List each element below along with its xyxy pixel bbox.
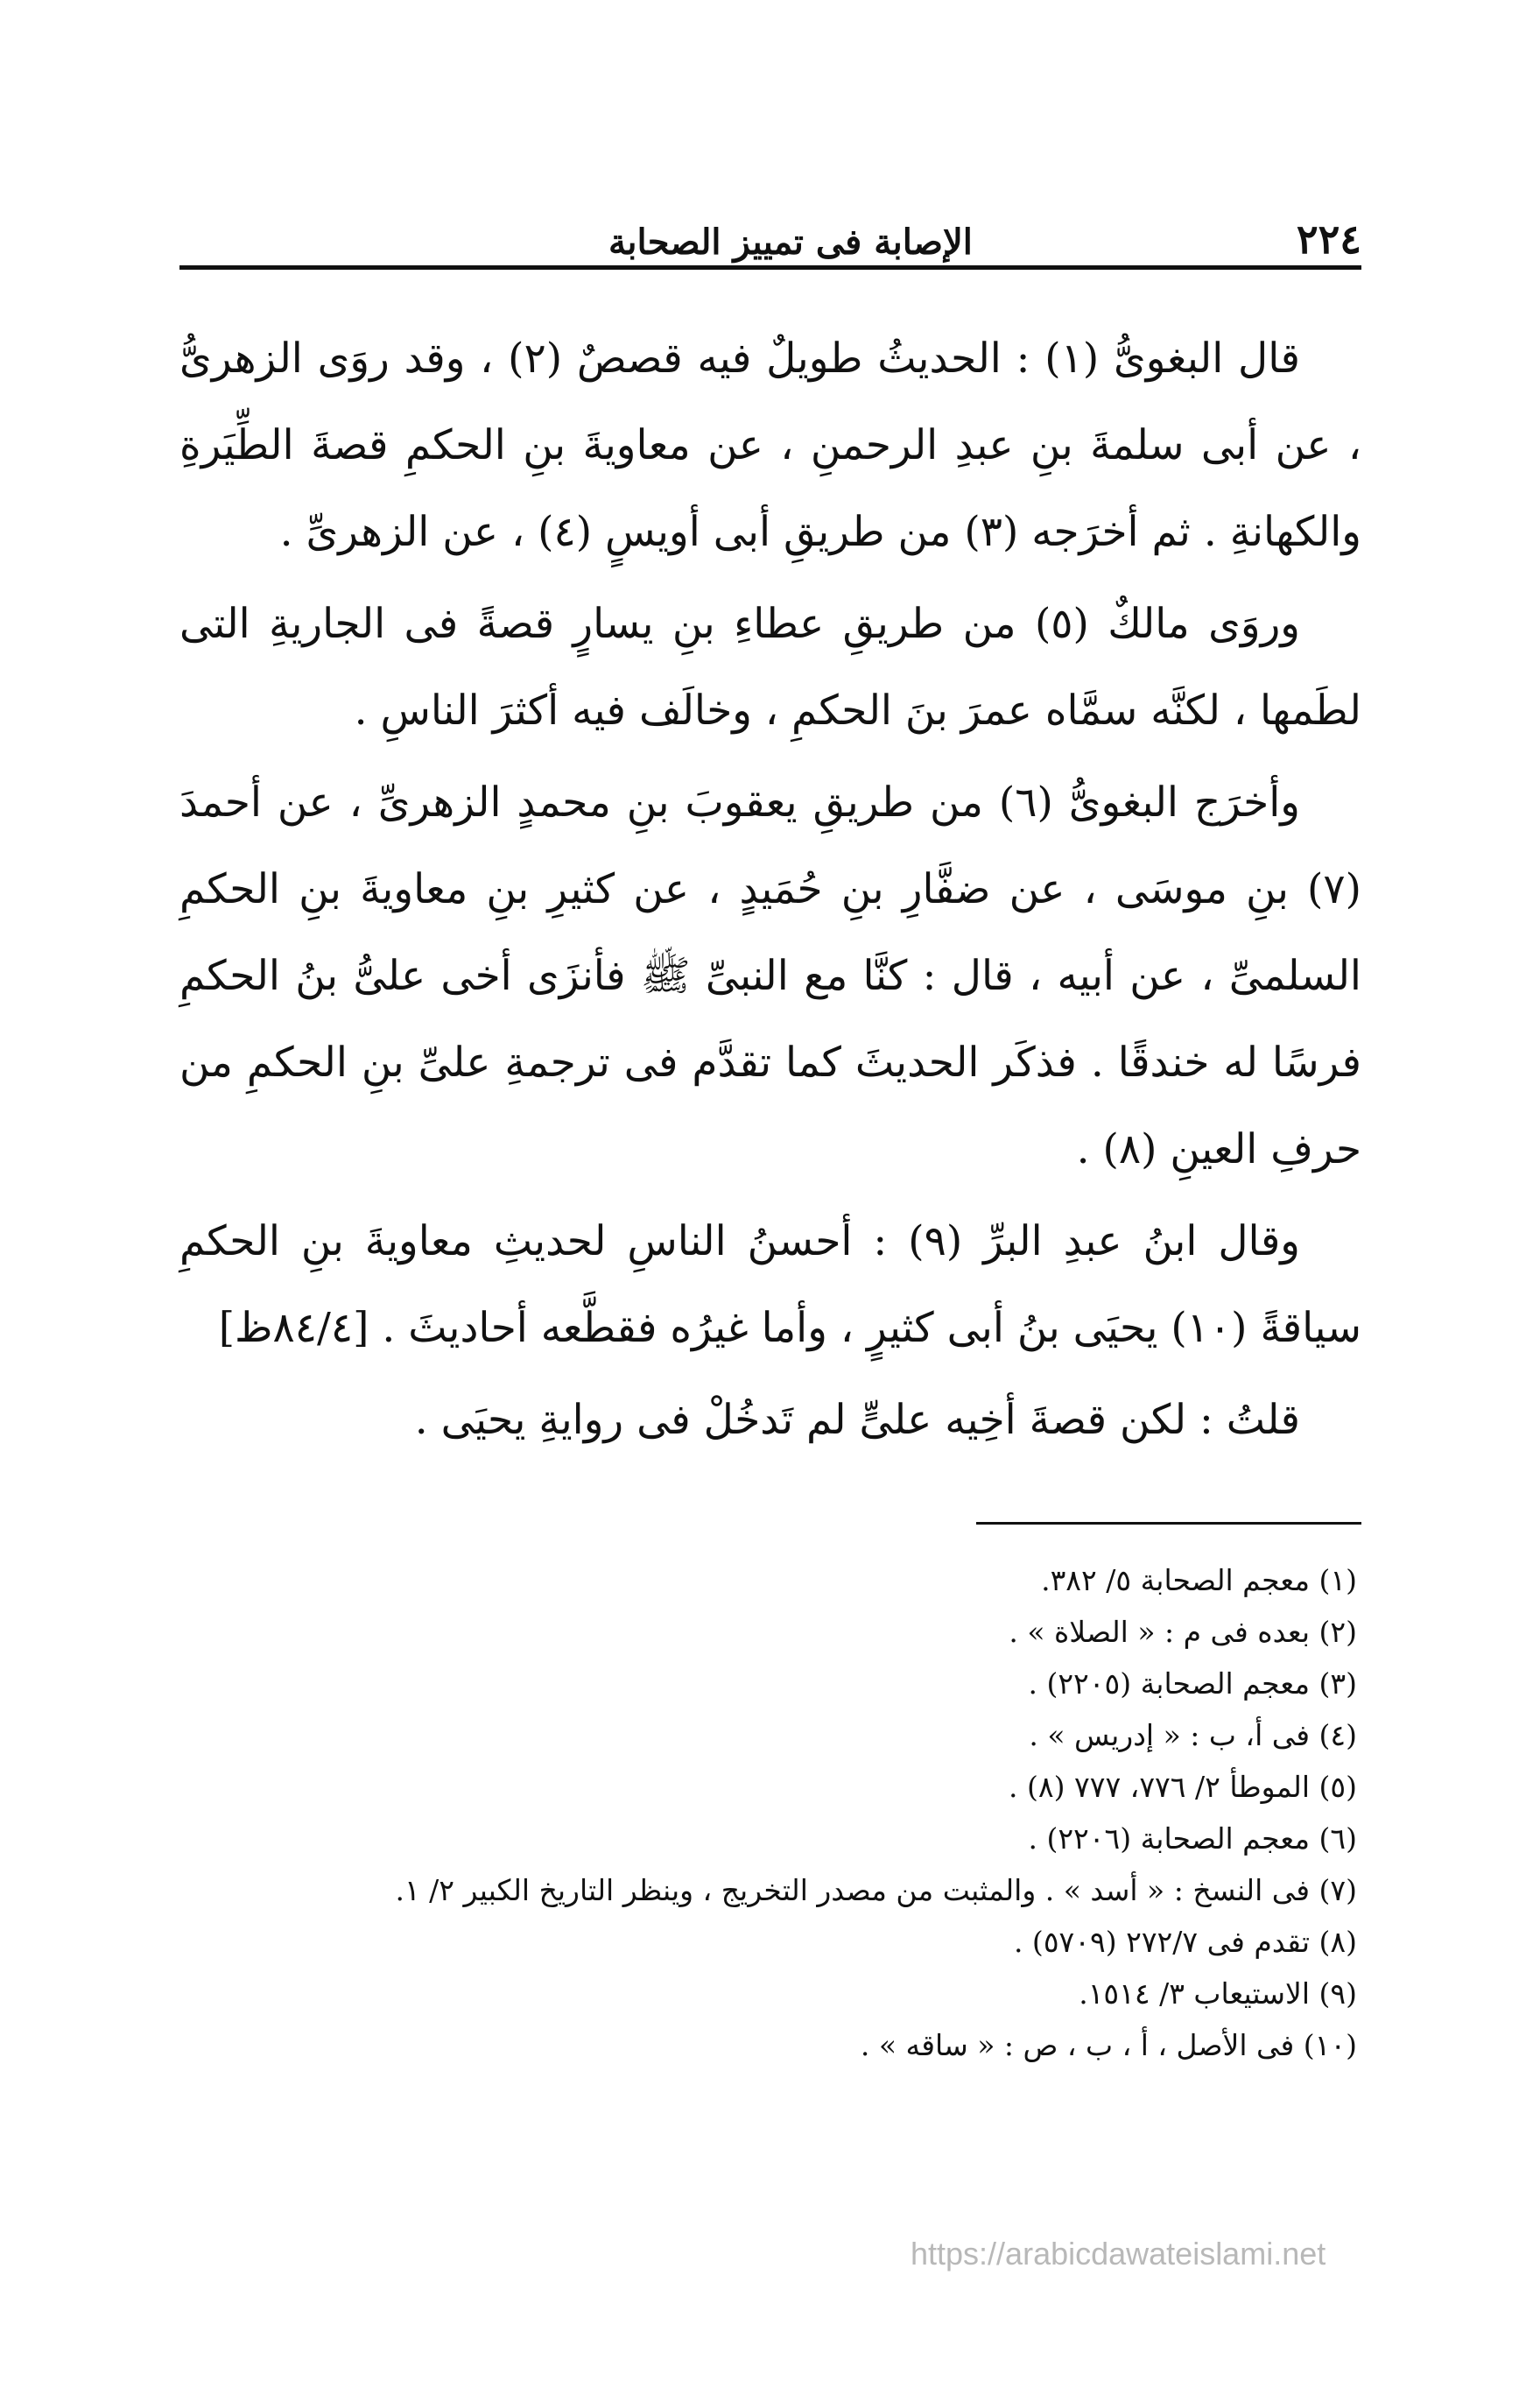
paragraph: قلتُ : لكن قصةَ أخِيه علىٍّ لم تَدخُلْ فى روايةِ يحيَى . [414, 1396, 1300, 1444]
header-rule [179, 265, 1361, 270]
footnote: (٨) تقدم فى ٢٧٢/٧ (٥٧٠٩) . [1013, 1925, 1357, 1959]
footnote: (١) معجم الصحابة ٥/ ٣٨٢. [1041, 1563, 1357, 1597]
footnote: (٤) فى أ، ب : « إدريس » . [1029, 1718, 1357, 1752]
paragraph: وأخرَج البغوىُّ (٦) من طريقِ يعقوبَ بنِ محمدٍ الزهرىِّ ، عن أحمدَ (٧) بنِ موسَى ، عن ضفَّارِ بنِ حُمَيدٍ ، عن كثيرِ بنِ معاويةَ بنِ الحكمِ السلمىِّ ، عن أبيه ، قال : كنَّا مع النبىِّ ﷺ فأنزَى أخى علىُّ بنُ الحكمِ فرسًا له خندقًا . فذكَر الحديثَ كما تقدَّم فى ترجمةِ علىِّ بنِ الحكمِ من حرفِ العينِ (٨) . [179, 778, 1361, 1173]
main-text [179, 315, 1361, 1469]
page-number: ٢٢٤ [1296, 215, 1361, 263]
footnote-separator [976, 1522, 1361, 1525]
footnote: (٢) بعده فى م : « الصلاة » . [1009, 1615, 1357, 1649]
paragraph: قال البغوىُّ (١) : الحديثُ طويلٌ فيه قصصٌ (٢) ، وقد روَى الزهرىُّ ، عن أبى سلمةَ بنِ عبدِ الرحمنِ ، عن معاويةَ بنِ الحكمِ قصةَ الطِّيَرةِ والكهانةِ . ثم أخرَجه (٣) من طريقِ أبى أويسٍ (٤) ، عن الزهرىِّ . [179, 335, 1361, 556]
paragraph: وقال ابنُ عبدِ البرِّ (٩) : أحسنُ الناسِ لحديثِ معاويةَ بنِ الحكمِ سياقةً (١٠) يحيَى بنُ أبى كثيرٍ ، وأما غيرُه فقطَّعه أحاديثَ . [٨٤/٤ظ] [179, 1217, 1361, 1352]
running-title: الإصابة فى تمييز الصحابة [608, 222, 973, 263]
footnote: (٣) معجم الصحابة (٢٢٠٥) . [1028, 1666, 1357, 1701]
footnote: (٩) الاستيعاب ٣/ ١٥١٤. [1079, 1976, 1357, 2011]
watermark-url: https://arabicdawateislami.net [911, 2236, 1326, 2272]
paragraph: وروَى مالكٌ (٥) من طريقِ عطاءِ بنِ يسارٍ قصةً فى الجاريةِ التى لطَمها ، لكنَّه سمَّاه عمرَ بنَ الحكمِ ، وخالَف فيه أكثرَ الناسِ . [179, 600, 1361, 735]
page-header [179, 180, 1361, 263]
footnote: (١٠) فى الأصل ، أ ، ب ، ص : « ساقه » . [860, 2028, 1357, 2062]
footnote: (٦) معجم الصحابة (٢٢٠٦) . [1028, 1821, 1357, 1856]
footnote: (٥) الموطأ ٢/ ٧٧٦، ٧٧٧ (٨) . [1009, 1770, 1357, 1804]
footnotes [179, 1554, 1357, 2071]
footnote: (٧) فى النسخ : « أسد » . والمثبت من مصدر التخريج ، وينظر التاريخ الكبير ٢/ ١. [395, 1873, 1357, 1907]
